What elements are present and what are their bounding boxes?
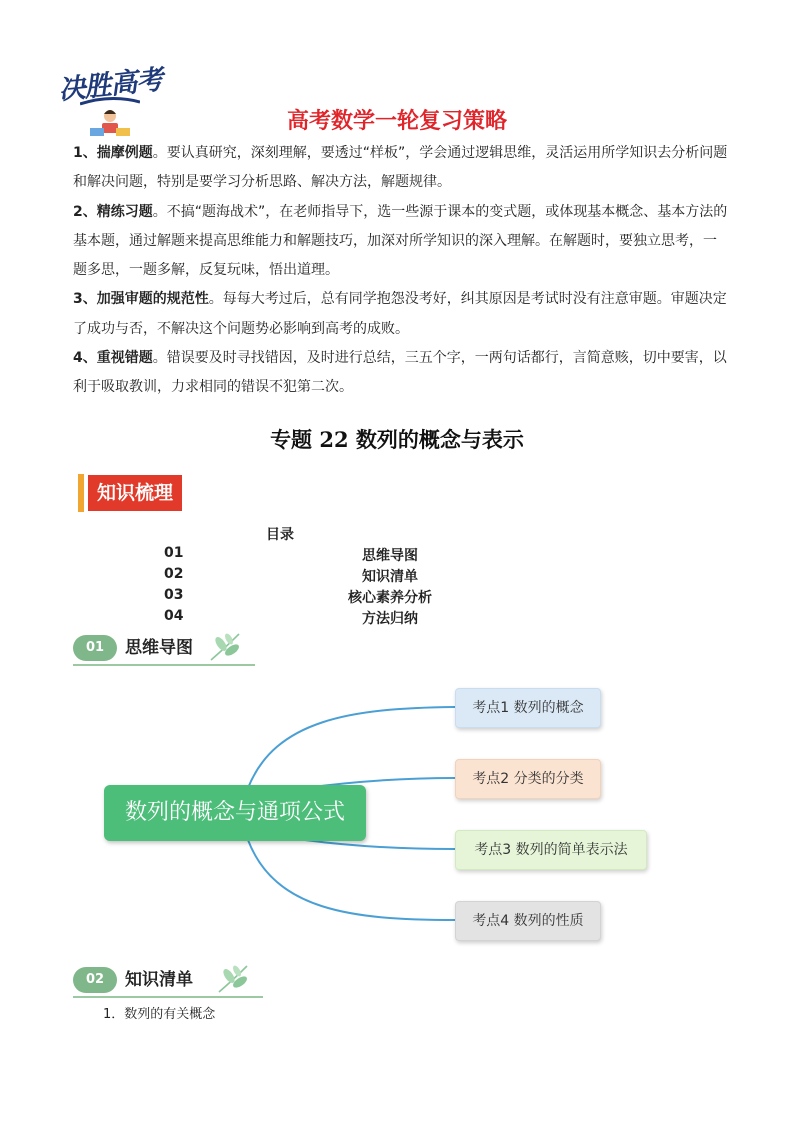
section-number-badge: 02 [73, 967, 117, 993]
leaf-icon [215, 962, 251, 996]
toc-number: 04 [164, 608, 184, 624]
connector-line [248, 707, 455, 788]
tip-label: 2、精练习题 [73, 203, 153, 220]
mind-map [100, 680, 660, 950]
strategy-tips [73, 139, 729, 403]
main-title: 高考数学一轮复习策略 [286, 109, 507, 134]
mind-map-branch-node[interactable]: 考点2 分类的分类 [455, 759, 601, 799]
leaf-icon [207, 630, 243, 664]
tip-text: 。要认真研究，深刻理解，要透过“样板”，学会通过逻辑思维，灵活运用所学知识去分析问题和解决问题，特别是要学习分析思路、解决方法，解题规律。 [73, 145, 728, 191]
knowledge-list-item: 1．数列的有关概念 [103, 1007, 216, 1022]
mind-map-branch-node[interactable]: 考点4 数列的性质 [455, 901, 601, 941]
toc-row[interactable] [0, 545, 794, 566]
tip-paragraph [73, 285, 729, 344]
toc-number: 01 [164, 545, 184, 561]
toc-label: 核心素养分析 [348, 590, 432, 606]
tip-paragraph [73, 139, 729, 198]
tip-text: 。每每大考过后，总有同学抱怨没考好，纠其原因是考试时没有注意审题。审题决定了成功与否，不解决这个问题势必影响到高考的成败。 [73, 291, 727, 337]
section-underline [73, 996, 263, 998]
mind-map-branch-node[interactable]: 考点1 数列的概念 [455, 688, 601, 728]
toc-number: 03 [164, 587, 184, 603]
toc-label: 知识清单 [362, 569, 418, 585]
section-header-mindmap [73, 632, 255, 668]
section-underline [73, 664, 255, 666]
connector-line [248, 840, 455, 920]
tip-label: 3、加强审题的规范性 [73, 291, 209, 308]
section-header-knowledge-list [73, 964, 263, 1000]
section-number-badge: 01 [73, 635, 117, 661]
section-title: 思维导图 [125, 638, 193, 658]
tip-label: 1、揣摩例题 [73, 145, 153, 161]
toc-label: 方法归纳 [362, 611, 418, 627]
toc-label: 思维导图 [362, 548, 418, 564]
mind-map-center-node[interactable]: 数列的概念与通项公式 [104, 785, 366, 841]
toc-row[interactable] [0, 566, 794, 587]
logo-text: 决胜高考 [57, 64, 164, 107]
tip-paragraph [73, 344, 729, 403]
toc-heading: 目录 [266, 527, 294, 543]
topic-title: 专题 22 数列的概念与表示 [270, 427, 524, 452]
tip-text: 。错误要及时寻找错因，及时进行总结，三五个字，一两句话都行，言简意赅，切中要害，以利于吸取教训，力求相同的错误不犯第二次。 [73, 350, 727, 396]
tip-label: 4、重视错题 [73, 350, 153, 367]
mind-map-branch-node[interactable]: 考点3 数列的简单表示法 [455, 830, 647, 870]
toc-row[interactable] [0, 587, 794, 608]
tip-text: 。不搞“题海战术”，在老师指导下，选一些源于课本的变式题，或体现基本概念、基本方法的基本题，通过解题来提高思维能力和解题技巧，加深对所学知识的深入理解。在解题时，要独立思考，一题多思，一题多解，反复玩味，悟出道理。 [73, 203, 728, 279]
toc-row[interactable] [0, 608, 794, 629]
tip-paragraph [73, 198, 729, 286]
banner-label: 知识梳理 [88, 475, 182, 511]
toc-number: 02 [164, 566, 184, 582]
connector-line [305, 840, 455, 849]
banner-accent-bar [78, 474, 84, 512]
section-title: 知识清单 [125, 970, 193, 990]
